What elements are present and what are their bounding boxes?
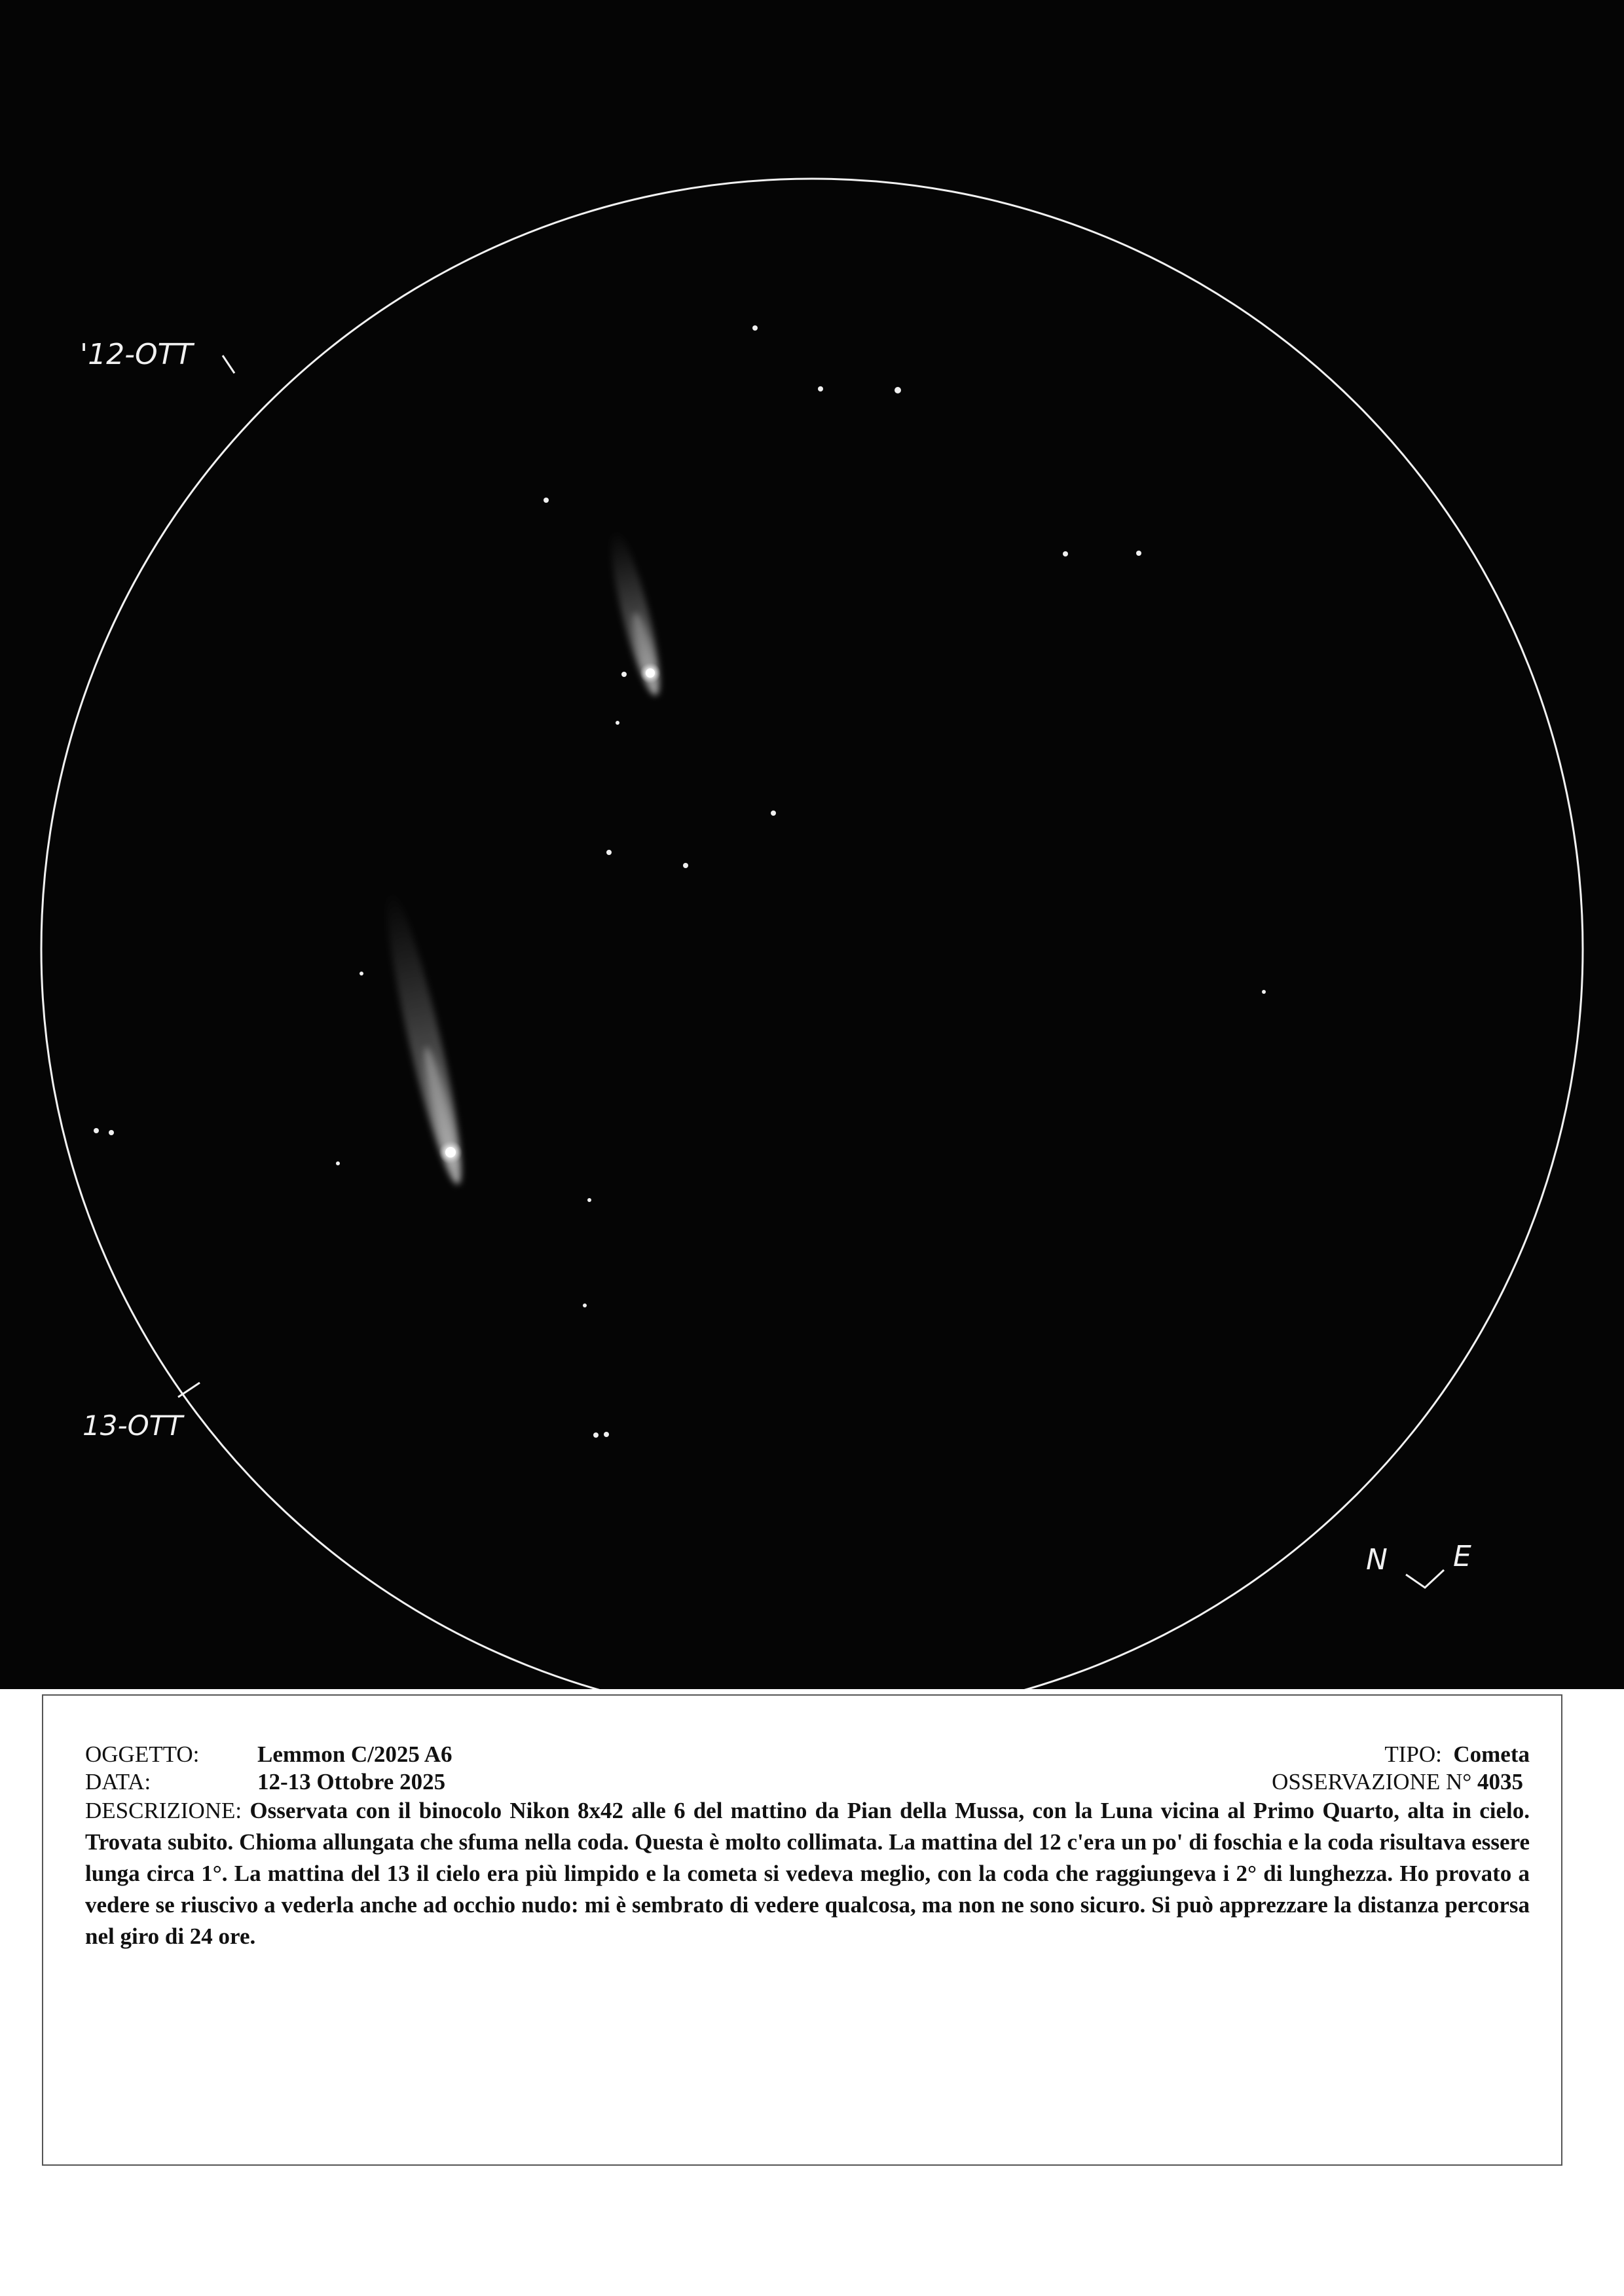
description-label: DESCRIZIONE:: [85, 1798, 242, 1823]
comet-12-oct: [602, 527, 669, 699]
type-value: Cometa: [1453, 1741, 1530, 1767]
comet-13-oct: [375, 887, 473, 1188]
record-row-object: [85, 1739, 1530, 1770]
date-value: 12-13 Ottobre 2025: [257, 1769, 446, 1795]
object-value: Lemmon C/2025 A6: [257, 1741, 452, 1767]
field-of-view-circle: [41, 179, 1583, 1689]
date-tick-12: [223, 355, 234, 373]
type-label: TIPO:: [1384, 1741, 1442, 1767]
comet-13-tail: [375, 887, 473, 1188]
observation-number-value: 4035: [1477, 1769, 1523, 1795]
record-row-date: [85, 1766, 1530, 1798]
observation-number-field: [1272, 1766, 1523, 1798]
orientation-arrows: [1406, 1570, 1444, 1588]
object-label: OGGETTO:: [85, 1741, 200, 1767]
date-tick-13: [178, 1383, 200, 1397]
description: [85, 1795, 1530, 1952]
observation-record: [42, 1694, 1562, 2166]
east-label: E: [1453, 1540, 1471, 1573]
date-mark-13: 13-OTT: [83, 1410, 183, 1442]
date-label: DATA:: [85, 1769, 151, 1795]
observation-number-label: OSSERVAZIONE N°: [1272, 1769, 1472, 1795]
date-mark-12: '12-OTT: [80, 338, 193, 371]
orientation-mark: [1366, 1540, 1471, 1588]
type-field: [1384, 1739, 1530, 1770]
description-text: Osservata con il binocolo Nikon 8x42 alle 6 del mattino da Pian della Mussa, con la Luna vicina al Primo Quarto, alta in cielo. Trovata subito. Chioma allungata che sfuma nella coda. Questa è molto collimata. La mattina del 12 c'era un po' di foschia e la coda risultava essere lunga circa 1°. La mattina del 13 il cielo era più limpido e la cometa si vedeva meglio, con la coda che raggiungeva i 2° di lunghezza. Ho provato a vedere se riuscivo a vederla anche ad occhio nudo: mi è sembrato di vedere qualcosa, ma non ne sono sicuro. Si può apprezzare la distanza percorsa nel giro di 24 ore.: [85, 1798, 1530, 1949]
north-label: N: [1366, 1543, 1388, 1576]
field-stars: [94, 325, 1266, 1438]
